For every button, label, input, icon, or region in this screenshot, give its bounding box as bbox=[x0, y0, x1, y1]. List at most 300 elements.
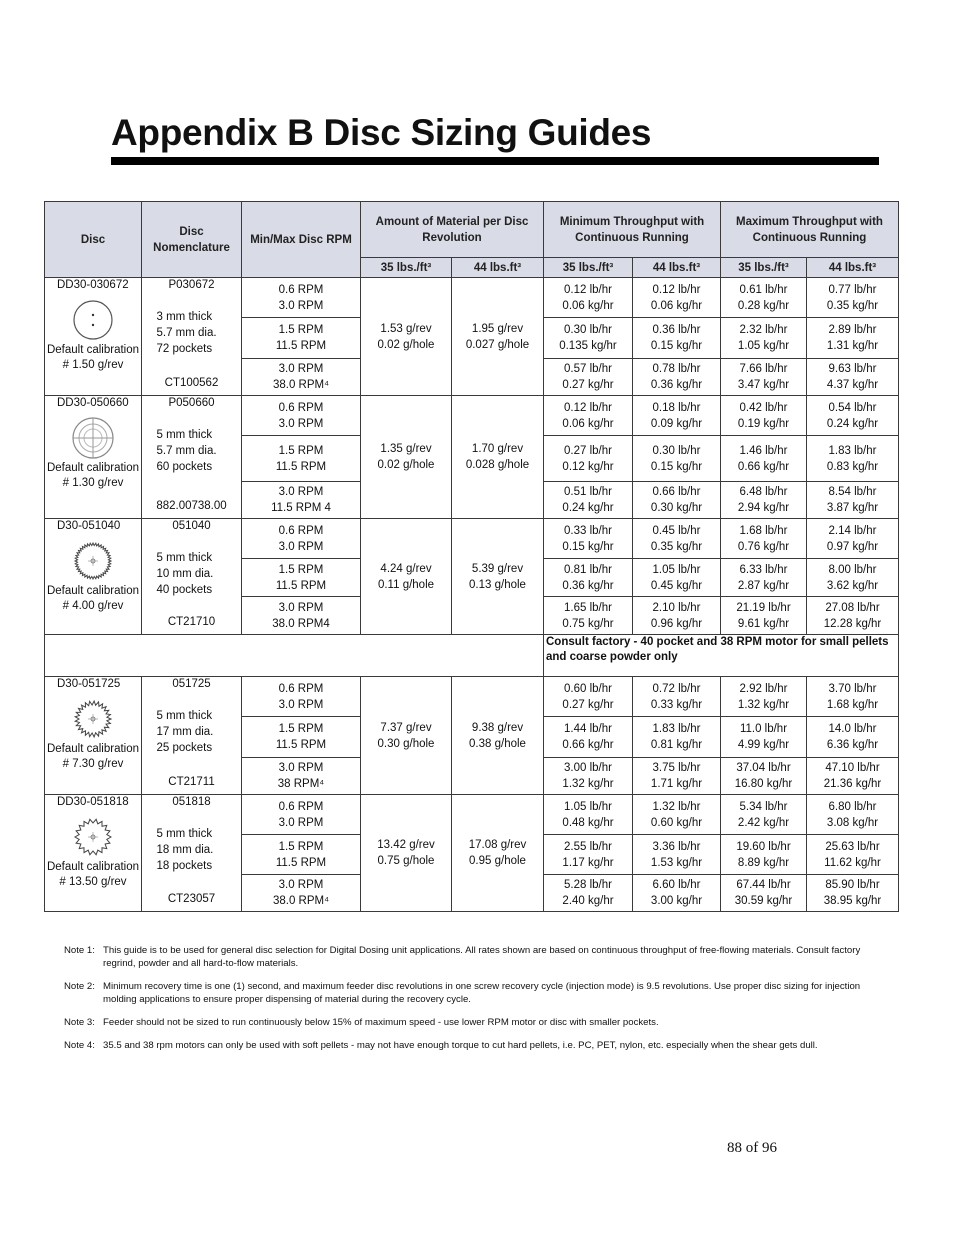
disc-sizing-table bbox=[44, 201, 899, 912]
rpm-cell-line: 11.5 RPM bbox=[275, 340, 327, 352]
max-throughput-44-cell-line: 0.54 lb/hr bbox=[828, 401, 877, 414]
max-throughput-35-cell-line: 1.32 kg/hr bbox=[737, 698, 790, 711]
min-throughput-35-cell bbox=[544, 758, 633, 795]
max-throughput-44-cell-line: 3.87 kg/hr bbox=[826, 502, 879, 514]
min-throughput-35-cell-line: 0.51 lb/hr bbox=[564, 486, 612, 498]
amount-35-cell-line: 0.30 g/hole bbox=[377, 737, 435, 750]
disc-default-calibration: Default calibration # 13.50 g/rev bbox=[46, 861, 140, 888]
min-throughput-35-cell bbox=[544, 717, 633, 758]
min-throughput-44-cell bbox=[633, 278, 721, 318]
rpm-cell-line: 1.5 RPM bbox=[278, 723, 324, 735]
nomenclature-cell bbox=[142, 795, 242, 912]
max-throughput-44-cell-line: 0.83 kg/hr bbox=[826, 460, 879, 473]
note-item bbox=[64, 980, 884, 1006]
max-throughput-44-cell bbox=[807, 436, 899, 482]
header-density-44: 44 lbs.ft³ bbox=[452, 258, 544, 278]
max-throughput-35-cell-line: 30.59 kg/hr bbox=[734, 895, 793, 907]
max-throughput-35-cell bbox=[721, 482, 807, 519]
nomenclature-code: 051818 bbox=[172, 796, 211, 808]
max-throughput-44-cell-line: 47.10 lb/hr bbox=[825, 762, 880, 774]
min-throughput-44-cell-line: 0.15 kg/hr bbox=[650, 340, 703, 352]
min-throughput-35-cell bbox=[544, 519, 633, 559]
min-throughput-35-cell-line: 0.75 kg/hr bbox=[562, 617, 614, 630]
min-throughput-35-cell-line: 0.60 lb/hr bbox=[564, 682, 612, 695]
max-throughput-35-cell-line: 0.76 kg/hr bbox=[737, 540, 790, 553]
header-density-44: 44 lbs.ft³ bbox=[807, 258, 899, 278]
min-throughput-35-cell-line: 3.00 lb/hr bbox=[564, 762, 612, 774]
rpm-cell-line: 38.0 RPM⁴ bbox=[272, 379, 330, 391]
page-title: Appendix B Disc Sizing Guides bbox=[111, 112, 652, 153]
min-throughput-35-cell-line: 0.27 lb/hr bbox=[564, 444, 612, 457]
min-throughput-44-cell bbox=[633, 519, 721, 559]
rpm-cell bbox=[242, 519, 361, 559]
max-throughput-44-cell bbox=[807, 795, 899, 835]
max-throughput-44-cell-line: 12.28 kg/hr bbox=[823, 617, 882, 630]
max-throughput-44-cell bbox=[807, 519, 899, 559]
min-throughput-44-cell-line: 0.96 kg/hr bbox=[650, 617, 703, 630]
min-throughput-44-cell-line: 0.06 kg/hr bbox=[650, 299, 703, 312]
note-item bbox=[64, 944, 884, 970]
amount-44-cell bbox=[452, 278, 544, 396]
amount-35-cell bbox=[361, 278, 452, 396]
max-throughput-44-cell-line: 38.95 kg/hr bbox=[823, 895, 882, 907]
nomenclature-part-number: CT21710 bbox=[167, 616, 216, 628]
min-throughput-44-cell-line: 0.36 kg/hr bbox=[650, 379, 703, 391]
amount-44-cell bbox=[452, 677, 544, 795]
nomenclature-cell bbox=[142, 519, 242, 635]
nomenclature-spec: 3 mm thick 5.7 mm dia. 72 pockets bbox=[156, 311, 217, 355]
note-text: Minimum recovery time is one (1) second, and maximum feeder disc revolutions in one screw recovery cycle (injection mode) is 9.5 revolutions. Use proper disc sizing for injection molding applications to ensure proper dispensing of material during the recovery cycle. bbox=[103, 981, 861, 1005]
max-throughput-44-cell-line: 85.90 lb/hr bbox=[825, 879, 880, 891]
header-density-35: 35 lbs./ft³ bbox=[544, 258, 633, 278]
rpm-cell-line: 3.0 RPM bbox=[278, 417, 324, 430]
amount-35-cell bbox=[361, 396, 452, 519]
table-row bbox=[45, 677, 899, 717]
rpm-cell bbox=[242, 677, 361, 717]
nomenclature-code: 051725 bbox=[172, 678, 211, 690]
disc-cell bbox=[45, 396, 142, 519]
max-throughput-35-cell-line: 0.19 kg/hr bbox=[737, 417, 790, 430]
min-throughput-35-cell bbox=[544, 677, 633, 717]
rpm-cell-line: 3.0 RPM bbox=[278, 486, 324, 498]
max-throughput-35-cell-line: 67.44 lb/hr bbox=[736, 879, 791, 891]
min-throughput-35-cell-line: 2.55 lb/hr bbox=[564, 840, 612, 853]
amount-35-cell-line: 4.24 g/rev bbox=[380, 562, 432, 575]
min-throughput-44-cell bbox=[633, 559, 721, 597]
nomenclature-cell bbox=[142, 278, 242, 396]
max-throughput-44-cell bbox=[807, 359, 899, 396]
consult-blank-cell bbox=[45, 635, 544, 677]
min-throughput-44-cell-line: 3.00 kg/hr bbox=[650, 895, 703, 907]
note-text: This guide is to be used for general disc selection for Digital Dosing unit applications. All rates shown are based on continuous throughput of free-flowing materials. Consult factory regrind, powder and all hard-to-flow materials. bbox=[103, 945, 861, 969]
rpm-cell-line: 3.0 RPM bbox=[278, 816, 324, 829]
max-throughput-35-cell-line: 2.42 kg/hr bbox=[737, 816, 790, 829]
nomenclature-cell bbox=[142, 677, 242, 795]
table-row bbox=[45, 519, 899, 559]
min-throughput-44-cell bbox=[633, 396, 721, 436]
max-throughput-35-cell-line: 1.46 lb/hr bbox=[739, 444, 788, 457]
min-throughput-35-cell bbox=[544, 278, 633, 318]
disc-code: D30-051040 bbox=[57, 520, 121, 532]
max-throughput-35-cell-line: 0.66 kg/hr bbox=[737, 460, 790, 473]
max-throughput-44-cell-line: 8.54 lb/hr bbox=[828, 486, 877, 498]
max-throughput-35-cell bbox=[721, 436, 807, 482]
nomenclature-part-number: CT23057 bbox=[167, 893, 216, 905]
disc-cell bbox=[45, 519, 142, 635]
min-throughput-35-cell-line: 1.05 lb/hr bbox=[564, 800, 612, 813]
disc-cell bbox=[45, 278, 142, 396]
max-throughput-35-cell-line: 19.60 lb/hr bbox=[736, 840, 791, 853]
min-throughput-35-cell-line: 0.24 kg/hr bbox=[562, 502, 614, 514]
min-throughput-44-cell-line: 1.53 kg/hr bbox=[650, 856, 703, 869]
min-throughput-44-cell bbox=[633, 717, 721, 758]
header-density-35: 35 lbs./ft³ bbox=[361, 258, 452, 278]
rpm-cell bbox=[242, 597, 361, 635]
min-throughput-44-cell-line: 0.30 lb/hr bbox=[652, 444, 701, 457]
min-throughput-35-cell bbox=[544, 482, 633, 519]
max-throughput-44-cell-line: 1.31 kg/hr bbox=[826, 340, 879, 352]
disc-default-calibration: Default calibration # 7.30 g/rev bbox=[46, 743, 140, 770]
min-throughput-35-cell bbox=[544, 875, 633, 912]
amount-35-cell-line: 1.53 g/rev bbox=[380, 322, 432, 335]
min-throughput-44-cell bbox=[633, 359, 721, 396]
rpm-cell bbox=[242, 318, 361, 359]
max-throughput-35-cell-line: 9.61 kg/hr bbox=[737, 617, 790, 630]
max-throughput-35-cell bbox=[721, 519, 807, 559]
min-throughput-35-cell bbox=[544, 559, 633, 597]
rpm-cell-line: 0.6 RPM bbox=[278, 682, 324, 695]
min-throughput-35-cell-line: 2.40 kg/hr bbox=[562, 895, 614, 907]
rpm-cell bbox=[242, 359, 361, 396]
consult-factory-note: Consult factory - 40 pocket and 38 RPM motor for small pellets and coarse powder only bbox=[544, 635, 899, 677]
disc-drawing-icon bbox=[65, 297, 121, 343]
rpm-cell-line: 11.5 RPM bbox=[275, 579, 327, 592]
amount-44-cell-line: 0.028 g/hole bbox=[465, 459, 530, 471]
max-throughput-44-cell bbox=[807, 559, 899, 597]
max-throughput-44-cell bbox=[807, 318, 899, 359]
rpm-cell-line: 3.0 RPM bbox=[278, 601, 324, 614]
min-throughput-44-cell bbox=[633, 677, 721, 717]
amount-35-cell bbox=[361, 795, 452, 912]
min-throughput-44-cell-line: 0.45 kg/hr bbox=[650, 579, 703, 592]
rpm-cell bbox=[242, 436, 361, 482]
min-throughput-44-cell-line: 1.32 lb/hr bbox=[652, 800, 701, 813]
min-throughput-35-cell-line: 0.27 kg/hr bbox=[562, 698, 614, 711]
rpm-cell-line: 11.5 RPM bbox=[275, 856, 327, 869]
min-throughput-35-cell bbox=[544, 597, 633, 635]
amount-35-cell-line: 0.11 g/hole bbox=[377, 578, 435, 591]
table-row bbox=[45, 278, 899, 318]
min-throughput-35-cell bbox=[544, 835, 633, 875]
max-throughput-44-cell bbox=[807, 677, 899, 717]
min-throughput-44-cell bbox=[633, 875, 721, 912]
rpm-cell bbox=[242, 559, 361, 597]
disc-code: DD30-050660 bbox=[57, 397, 129, 409]
max-throughput-44-cell-line: 3.08 kg/hr bbox=[826, 816, 879, 829]
min-throughput-35-cell-line: 0.30 lb/hr bbox=[564, 324, 612, 336]
note-text: Feeder should not be sized to run continuously below 15% of maximum speed - use lower RPM motor or disc with smaller pockets. bbox=[103, 1017, 659, 1028]
max-throughput-35-cell-line: 21.19 lb/hr bbox=[736, 601, 791, 614]
rpm-cell bbox=[242, 482, 361, 519]
max-throughput-35-cell-line: 2.87 kg/hr bbox=[737, 579, 790, 592]
min-throughput-35-cell-line: 0.33 lb/hr bbox=[564, 524, 612, 537]
min-throughput-44-cell-line: 3.75 lb/hr bbox=[652, 762, 701, 774]
rpm-cell-line: 0.6 RPM bbox=[278, 401, 324, 414]
rpm-cell-line: 1.5 RPM bbox=[278, 563, 324, 576]
max-throughput-44-cell-line: 0.77 lb/hr bbox=[828, 283, 877, 296]
min-throughput-35-cell bbox=[544, 795, 633, 835]
max-throughput-44-cell-line: 21.36 kg/hr bbox=[823, 778, 882, 790]
min-throughput-44-cell bbox=[633, 318, 721, 359]
max-throughput-44-cell bbox=[807, 835, 899, 875]
disc-drawing-icon bbox=[65, 814, 121, 860]
disc-drawing-icon bbox=[65, 415, 121, 461]
min-throughput-44-cell bbox=[633, 835, 721, 875]
note-label: Note 1: bbox=[64, 945, 95, 956]
min-throughput-35-cell-line: 0.135 kg/hr bbox=[559, 340, 617, 352]
min-throughput-44-cell bbox=[633, 795, 721, 835]
amount-35-cell bbox=[361, 519, 452, 635]
max-throughput-35-cell-line: 1.68 lb/hr bbox=[739, 524, 788, 537]
amount-35-cell-line: 0.75 g/hole bbox=[377, 855, 435, 867]
min-throughput-44-cell-line: 6.60 lb/hr bbox=[652, 879, 701, 891]
header-density-35: 35 lbs./ft³ bbox=[721, 258, 807, 278]
min-throughput-35-cell-line: 1.17 kg/hr bbox=[562, 856, 614, 869]
page-number: 88 of 96 bbox=[727, 1140, 777, 1156]
max-throughput-35-cell-line: 0.42 lb/hr bbox=[739, 401, 788, 414]
rpm-cell-line: 3.0 RPM bbox=[278, 879, 324, 891]
header-amount: Amount of Material per Disc Revolution bbox=[361, 202, 544, 258]
amount-35-cell-line: 7.37 g/rev bbox=[380, 721, 432, 734]
disc-default-calibration: Default calibration # 4.00 g/rev bbox=[46, 585, 140, 612]
min-throughput-35-cell-line: 0.57 lb/hr bbox=[564, 363, 612, 375]
min-throughput-35-cell-line: 0.06 kg/hr bbox=[562, 417, 614, 430]
max-throughput-44-cell bbox=[807, 482, 899, 519]
nomenclature-part-number: 882.00738.00 bbox=[156, 500, 227, 512]
nomenclature-code: 051040 bbox=[172, 520, 211, 532]
min-throughput-44-cell-line: 0.30 kg/hr bbox=[650, 502, 703, 514]
note-label: Note 2: bbox=[64, 981, 95, 992]
nomenclature-spec: 5 mm thick 17 mm dia. 25 pockets bbox=[156, 710, 214, 754]
max-throughput-35-cell-line: 6.48 lb/hr bbox=[739, 486, 788, 498]
max-throughput-44-cell bbox=[807, 396, 899, 436]
min-throughput-35-cell bbox=[544, 318, 633, 359]
max-throughput-35-cell-line: 16.80 kg/hr bbox=[734, 778, 793, 790]
min-throughput-44-cell-line: 0.66 lb/hr bbox=[652, 486, 701, 498]
min-throughput-44-cell-line: 0.15 kg/hr bbox=[650, 460, 703, 473]
disc-cell bbox=[45, 795, 142, 912]
nomenclature-code: P050660 bbox=[168, 397, 215, 409]
nomenclature-spec: 5 mm thick 5.7 mm dia. 60 pockets bbox=[156, 429, 217, 473]
min-throughput-44-cell-line: 0.33 kg/hr bbox=[650, 698, 703, 711]
rpm-cell bbox=[242, 875, 361, 912]
min-throughput-44-cell-line: 0.78 lb/hr bbox=[652, 363, 701, 375]
header-min-throughput: Minimum Throughput with Continuous Running bbox=[544, 202, 721, 258]
rpm-cell-line: 1.5 RPM bbox=[278, 324, 324, 336]
max-throughput-35-cell bbox=[721, 795, 807, 835]
max-throughput-35-cell-line: 2.92 lb/hr bbox=[739, 682, 788, 695]
max-throughput-44-cell-line: 2.14 lb/hr bbox=[828, 524, 877, 537]
amount-35-cell-line: 13.42 g/rev bbox=[377, 839, 435, 851]
amount-44-cell-line: 0.027 g/hole bbox=[465, 338, 530, 351]
min-throughput-35-cell-line: 0.27 kg/hr bbox=[562, 379, 614, 391]
max-throughput-44-cell-line: 6.36 kg/hr bbox=[826, 739, 879, 751]
header-rpm: Min/Max Disc RPM bbox=[242, 202, 361, 278]
title-underline bbox=[111, 157, 879, 165]
amount-35-cell-line: 0.02 g/hole bbox=[377, 459, 435, 471]
amount-44-cell-line: 1.70 g/rev bbox=[471, 443, 524, 455]
min-throughput-35-cell bbox=[544, 396, 633, 436]
amount-44-cell-line: 0.13 g/hole bbox=[469, 578, 526, 591]
rpm-cell bbox=[242, 758, 361, 795]
min-throughput-35-cell-line: 5.28 lb/hr bbox=[564, 879, 612, 891]
max-throughput-35-cell-line: 6.33 lb/hr bbox=[739, 563, 788, 576]
header-disc: Disc bbox=[45, 202, 142, 278]
rpm-cell-line: 3.0 RPM bbox=[278, 299, 324, 312]
amount-44-cell bbox=[452, 519, 544, 635]
min-throughput-44-cell-line: 3.36 lb/hr bbox=[652, 840, 701, 853]
amount-44-cell-line: 5.39 g/rev bbox=[471, 562, 524, 575]
max-throughput-44-cell bbox=[807, 597, 899, 635]
min-throughput-44-cell-line: 1.05 lb/hr bbox=[652, 563, 701, 576]
amount-44-cell-line: 9.38 g/rev bbox=[471, 721, 524, 734]
max-throughput-44-cell-line: 0.24 kg/hr bbox=[826, 417, 879, 430]
max-throughput-44-cell-line: 8.00 lb/hr bbox=[828, 563, 877, 576]
max-throughput-35-cell bbox=[721, 875, 807, 912]
disc-code: DD30-051818 bbox=[57, 796, 129, 808]
rpm-cell-line: 11.5 RPM bbox=[275, 460, 327, 473]
min-throughput-35-cell-line: 0.12 lb/hr bbox=[564, 401, 612, 414]
amount-35-cell-line: 0.02 g/hole bbox=[377, 338, 435, 351]
min-throughput-44-cell-line: 0.36 lb/hr bbox=[652, 324, 701, 336]
max-throughput-35-cell-line: 3.47 kg/hr bbox=[737, 379, 790, 391]
max-throughput-35-cell bbox=[721, 835, 807, 875]
table-row bbox=[45, 795, 899, 835]
max-throughput-44-cell-line: 27.08 lb/hr bbox=[825, 601, 880, 614]
min-throughput-44-cell bbox=[633, 597, 721, 635]
min-throughput-44-cell-line: 2.10 lb/hr bbox=[652, 601, 701, 614]
disc-drawing-icon bbox=[65, 696, 121, 742]
min-throughput-35-cell-line: 0.06 kg/hr bbox=[562, 299, 614, 312]
min-throughput-44-cell bbox=[633, 436, 721, 482]
rpm-cell-line: 0.6 RPM bbox=[278, 283, 324, 296]
note-item bbox=[64, 1016, 884, 1029]
max-throughput-35-cell bbox=[721, 717, 807, 758]
min-throughput-35-cell-line: 1.32 kg/hr bbox=[562, 778, 614, 790]
max-throughput-35-cell bbox=[721, 359, 807, 396]
min-throughput-35-cell-line: 0.81 lb/hr bbox=[564, 563, 612, 576]
header-density-44: 44 lbs.ft³ bbox=[633, 258, 721, 278]
rpm-cell-line: 11.5 RPM bbox=[275, 739, 327, 751]
rpm-cell-line: 38.0 RPM⁴ bbox=[272, 895, 330, 907]
min-throughput-35-cell-line: 0.66 kg/hr bbox=[562, 739, 614, 751]
min-throughput-44-cell-line: 0.45 lb/hr bbox=[652, 524, 701, 537]
max-throughput-35-cell bbox=[721, 559, 807, 597]
min-throughput-35-cell-line: 0.48 kg/hr bbox=[562, 816, 614, 829]
max-throughput-35-cell-line: 37.04 lb/hr bbox=[736, 762, 791, 774]
max-throughput-35-cell-line: 1.05 kg/hr bbox=[737, 340, 790, 352]
rpm-cell-line: 3.0 RPM bbox=[278, 363, 324, 375]
min-throughput-44-cell bbox=[633, 482, 721, 519]
max-throughput-44-cell-line: 4.37 kg/hr bbox=[826, 379, 879, 391]
max-throughput-35-cell bbox=[721, 278, 807, 318]
min-throughput-44-cell-line: 0.18 lb/hr bbox=[652, 401, 701, 414]
max-throughput-44-cell bbox=[807, 717, 899, 758]
rpm-cell-line: 1.5 RPM bbox=[278, 840, 324, 853]
max-throughput-35-cell-line: 0.61 lb/hr bbox=[739, 283, 788, 296]
amount-44-cell-line: 0.95 g/hole bbox=[469, 855, 526, 867]
max-throughput-35-cell-line: 11.0 lb/hr bbox=[739, 723, 788, 735]
table-row-consult bbox=[45, 635, 899, 677]
max-throughput-44-cell-line: 0.35 kg/hr bbox=[826, 299, 879, 312]
min-throughput-44-cell-line: 1.83 lb/hr bbox=[652, 723, 701, 735]
disc-default-calibration: Default calibration # 1.50 g/rev bbox=[46, 344, 140, 371]
amount-44-cell-line: 1.95 g/rev bbox=[471, 322, 524, 335]
max-throughput-35-cell-line: 7.66 lb/hr bbox=[739, 363, 788, 375]
max-throughput-44-cell bbox=[807, 758, 899, 795]
amount-35-cell bbox=[361, 677, 452, 795]
min-throughput-35-cell-line: 1.65 lb/hr bbox=[564, 601, 612, 614]
disc-default-calibration: Default calibration # 1.30 g/rev bbox=[46, 462, 140, 489]
amount-44-cell bbox=[452, 396, 544, 519]
note-label: Note 3: bbox=[64, 1017, 95, 1028]
header-nomenclature: Disc Nomenclature bbox=[142, 202, 242, 278]
max-throughput-44-cell-line: 1.83 lb/hr bbox=[828, 444, 877, 457]
amount-35-cell-line: 1.35 g/rev bbox=[380, 443, 432, 455]
header-max-throughput: Maximum Throughput with Continuous Running bbox=[721, 202, 899, 258]
disc-drawing-icon bbox=[65, 538, 121, 584]
max-throughput-35-cell-line: 5.34 lb/hr bbox=[739, 800, 788, 813]
rpm-cell bbox=[242, 278, 361, 318]
rpm-cell-line: 0.6 RPM bbox=[278, 800, 324, 813]
min-throughput-44-cell-line: 1.71 kg/hr bbox=[650, 778, 703, 790]
nomenclature-spec: 5 mm thick 10 mm dia. 40 pockets bbox=[156, 552, 214, 596]
max-throughput-44-cell bbox=[807, 278, 899, 318]
rpm-cell-line: 3.0 RPM bbox=[278, 698, 324, 711]
max-throughput-44-cell-line: 3.70 lb/hr bbox=[828, 682, 877, 695]
max-throughput-35-cell-line: 2.94 kg/hr bbox=[737, 502, 790, 514]
min-throughput-35-cell bbox=[544, 436, 633, 482]
rpm-cell-line: 11.5 RPM 4 bbox=[271, 502, 331, 514]
max-throughput-35-cell bbox=[721, 396, 807, 436]
min-throughput-44-cell-line: 0.12 lb/hr bbox=[652, 283, 701, 296]
max-throughput-44-cell-line: 9.63 lb/hr bbox=[828, 363, 877, 375]
min-throughput-44-cell-line: 0.72 lb/hr bbox=[652, 682, 701, 695]
min-throughput-44-cell-line: 0.09 kg/hr bbox=[650, 417, 703, 430]
max-throughput-35-cell bbox=[721, 758, 807, 795]
rpm-cell-line: 38.0 RPM4 bbox=[272, 617, 330, 630]
max-throughput-44-cell-line: 2.89 lb/hr bbox=[828, 324, 877, 336]
nomenclature-part-number: CT21711 bbox=[168, 776, 215, 788]
max-throughput-35-cell-line: 4.99 kg/hr bbox=[737, 739, 790, 751]
min-throughput-44-cell bbox=[633, 758, 721, 795]
min-throughput-35-cell-line: 0.15 kg/hr bbox=[562, 540, 614, 553]
max-throughput-35-cell-line: 8.89 kg/hr bbox=[737, 856, 790, 869]
rpm-cell bbox=[242, 396, 361, 436]
min-throughput-44-cell-line: 0.35 kg/hr bbox=[650, 540, 703, 553]
max-throughput-35-cell-line: 0.28 kg/hr bbox=[737, 299, 790, 312]
rpm-cell-line: 3.0 RPM bbox=[278, 540, 324, 553]
min-throughput-35-cell-line: 0.12 lb/hr bbox=[564, 283, 612, 296]
min-throughput-44-cell-line: 0.81 kg/hr bbox=[650, 739, 703, 751]
rpm-cell-line: 38 RPM⁴ bbox=[277, 778, 325, 790]
amount-44-cell-line: 0.38 g/hole bbox=[469, 737, 526, 750]
max-throughput-35-cell bbox=[721, 677, 807, 717]
table-row bbox=[45, 396, 899, 436]
max-throughput-35-cell bbox=[721, 597, 807, 635]
nomenclature-code: P030672 bbox=[168, 279, 215, 291]
min-throughput-35-cell bbox=[544, 359, 633, 396]
